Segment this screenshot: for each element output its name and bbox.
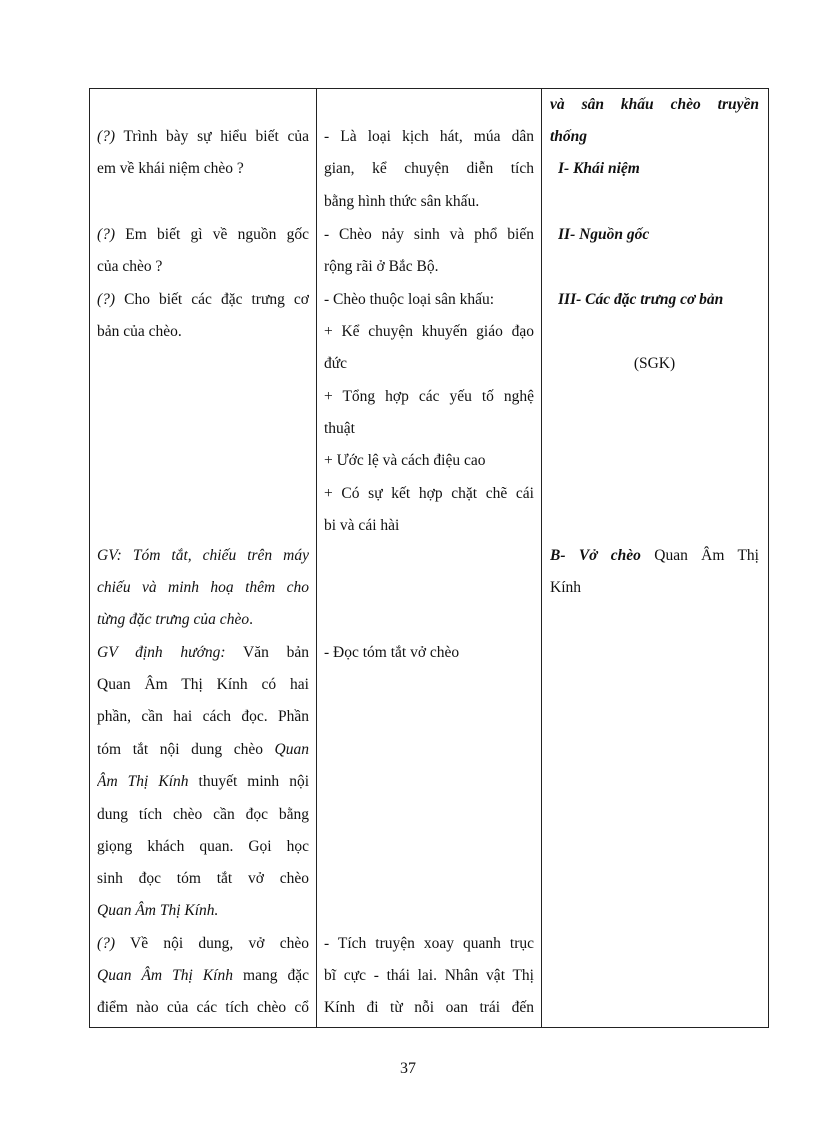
teacher-guidance-line: giọng khách quan. Gọi học bbox=[97, 838, 309, 855]
question-concept: (?) Trình bày sự hiểu biết của bbox=[97, 128, 309, 145]
teacher-guidance-line: GV định hướng: Văn bản bbox=[97, 644, 309, 661]
answer-line: bằng hình thức sân khấu. bbox=[324, 193, 480, 210]
text-line: Quan Âm Thị Kính mang đặc bbox=[97, 967, 309, 984]
answer-line: bĩ cực - thái lai. Nhân vật Thị bbox=[324, 967, 534, 984]
answer-line: + Tổng hợp các yếu tố nghệ bbox=[324, 388, 534, 405]
page-number: 37 bbox=[400, 1060, 416, 1077]
answer-line: Kính đi từ nỗi oan trái đến bbox=[324, 999, 534, 1016]
teacher-guidance-line: sinh đọc tóm tắt vở chèo bbox=[97, 870, 309, 887]
text-line: Kính bbox=[550, 579, 581, 596]
text-line: em về khái niệm chèo ? bbox=[97, 160, 244, 177]
answer-line: - Đọc tóm tắt vở chèo bbox=[324, 644, 460, 661]
question-content: (?) Về nội dung, vở chèo bbox=[97, 935, 309, 952]
answer-line: + Kể chuyện khuyến giáo đạo bbox=[324, 323, 534, 340]
section-heading-play: B- Vở chèo Quan Âm Thị bbox=[550, 547, 759, 564]
lesson-plan-table bbox=[89, 88, 769, 1028]
answer-line: - Chèo thuộc loại sân khấu: bbox=[324, 291, 495, 308]
answer-line: + Ước lệ và cách điệu cao bbox=[324, 452, 486, 469]
section-heading: và sân khấu chèo truyền bbox=[550, 96, 759, 113]
answer-line: - Chèo nảy sinh và phổ biến bbox=[324, 226, 534, 243]
answer-line: thuật bbox=[324, 420, 355, 437]
text-line: điểm nào của các tích chèo cổ bbox=[97, 999, 309, 1016]
answer-line: - Là loại kịch hát, múa dân bbox=[324, 128, 534, 145]
table-row bbox=[90, 89, 769, 1028]
section-heading-origin: II- Nguồn gốc bbox=[558, 226, 650, 243]
section-heading: thống bbox=[550, 128, 588, 145]
answer-line: - Tích truyện xoay quanh trục bbox=[324, 935, 534, 952]
teacher-note-line: từng đặc trưng của chèo. bbox=[97, 611, 253, 628]
teacher-note-line: chiếu và minh hoạ thêm cho bbox=[97, 579, 309, 596]
guidance-label: GV định hướng: bbox=[97, 644, 226, 661]
teacher-guidance-line: dung tích chèo cần đọc bằng bbox=[97, 806, 309, 823]
lesson-content-column bbox=[542, 89, 769, 1028]
student-activity-column bbox=[317, 89, 542, 1028]
teacher-note-line: GV: Tóm tắt, chiếu trên máy bbox=[97, 547, 309, 564]
teacher-guidance-line: phần, cần hai cách đọc. Phần bbox=[97, 708, 309, 725]
question-marker: (?) bbox=[97, 935, 116, 952]
answer-line: rộng rãi ở Bắc Bộ. bbox=[324, 258, 439, 275]
text-line: bản của chèo. bbox=[97, 323, 182, 340]
section-heading-characteristics: III- Các đặc trưng cơ bản bbox=[558, 291, 724, 308]
text-line: của chèo ? bbox=[97, 258, 163, 275]
question-characteristics: (?) Cho biết các đặc trưng cơ bbox=[97, 291, 309, 308]
teacher-guidance-line: Quan Âm Thị Kính có hai bbox=[97, 676, 309, 693]
answer-line: đức bbox=[324, 355, 348, 372]
question-marker: (?) bbox=[97, 226, 116, 243]
textbook-reference: (SGK) bbox=[633, 355, 676, 372]
question-marker: (?) bbox=[97, 128, 116, 145]
answer-line: gian, kể chuyện diễn tích bbox=[324, 160, 534, 177]
question-marker: (?) bbox=[97, 291, 116, 308]
answer-line: bi và cái hài bbox=[324, 517, 400, 534]
teacher-activity-column bbox=[90, 89, 317, 1028]
teacher-guidance-line: Quan Âm Thị Kính. bbox=[97, 902, 219, 919]
question-origin: (?) Em biết gì về nguồn gốc bbox=[97, 226, 309, 243]
teacher-guidance-line: Âm Thị Kính thuyết minh nội bbox=[97, 773, 309, 790]
answer-line: + Có sự kết hợp chặt chẽ cái bbox=[324, 485, 534, 502]
section-heading-concept: I- Khái niệm bbox=[558, 160, 640, 177]
teacher-guidance-line: tóm tắt nội dung chèo Quan bbox=[97, 741, 309, 758]
